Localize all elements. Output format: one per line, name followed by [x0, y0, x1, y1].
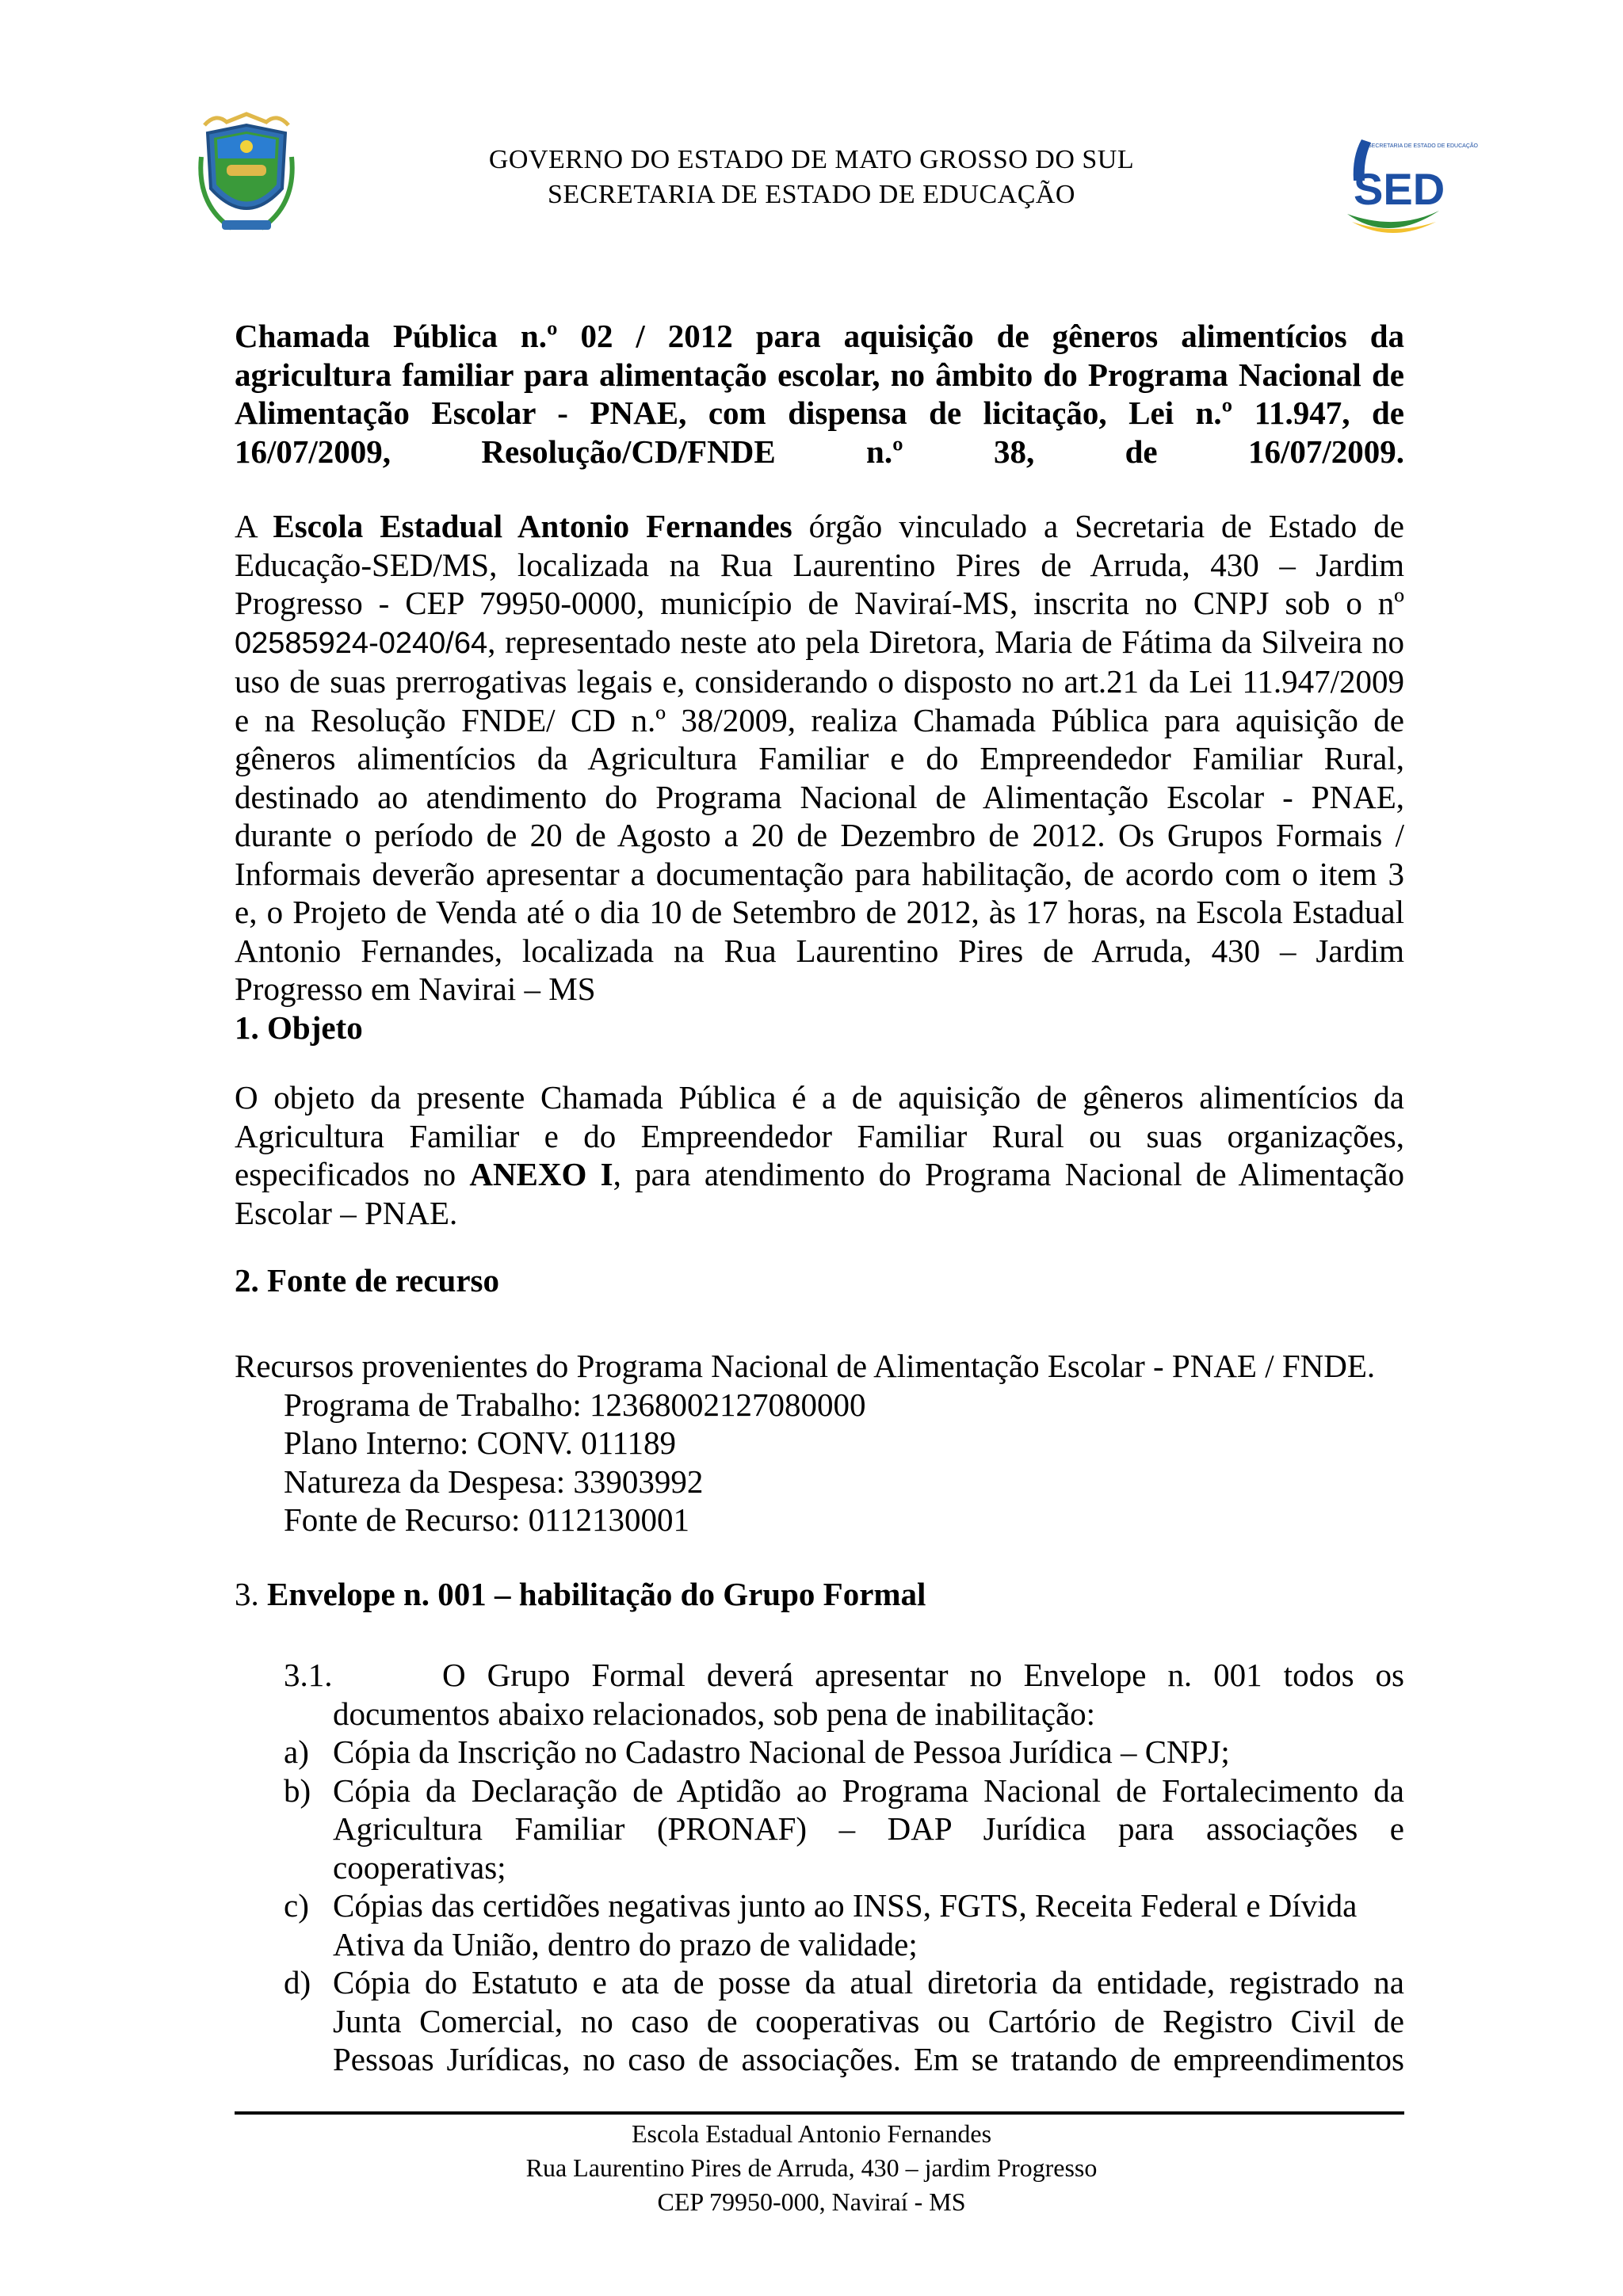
intro-line: Progresso em Navirai – MS — [235, 971, 596, 1007]
footer-postal: CEP 79950-000, Naviraí - MS — [657, 2187, 966, 2216]
section-2-body — [235, 1347, 1404, 1539]
section-3-heading: 3. Envelope n. 001 – habilitação do Grupo Formal — [235, 1576, 926, 1612]
funding-item: Programa de Trabalho: 12368002127080000 — [284, 1386, 866, 1423]
intro-line: Informais deverão apresentar a documentação para habilitação, de acordo com o item 3 — [235, 855, 1404, 892]
letterhead-line-2: SECRETARIA DE ESTADO DE EDUCAÇÃO — [547, 180, 1075, 209]
funding-item: Fonte de Recurso: 0112130001 — [284, 1501, 690, 1538]
sed-logo-small-text: SECRETARIA DE ESTADO DE EDUCAÇÃO — [1368, 143, 1478, 149]
intro-line: Educação-SED/MS, localizada na Rua Laurentino Pires de Arruda, 430 – Jardim — [235, 546, 1404, 583]
intro-line: Antonio Fernandes, localizada na Rua Laurentino Pires de Arruda, 430 – Jardim — [235, 932, 1404, 969]
intro-line: e na Resolução FNDE/ CD n.º 38/2009, realiza Chamada Pública para aquisição de — [235, 701, 1404, 738]
title-line: 16/07/2009, Resolução/CD/FNDE n.º 38, de 16/07/2009. — [235, 433, 1404, 470]
section-1-heading: 1. Objeto — [235, 1009, 363, 1046]
intro-paragraph: A Escola Estadual Antonio Fernandes órgão vinculado a Secretaria de Estado de Educação-SED/MS, localizada na Rua Laurentino Pires de Arruda, 430 – Jardim Progresso - CEP 79950-0000, município de Naviraí-MS, inscrita no CNPJ sob o nº 02585924-0240/64, representado neste ato pela Diretora, Maria de Fátima da Silveira no uso de suas prerrogativas legais e, considerando o disposto no art.21 da Lei 11.947/2009 e na Resolução FNDE/ CD n.º 38/2009, realiza Chamada Pública para aquisição de gêneros alimentícios da Agricultura Familiar e do Empreendedor Familiar Rural, destinado ao atendimento do Programa Nacional de Alimentação Escolar - PNAE, durante o período de 20 de Agosto a 20 de Dezembro de 2012. Os Grupos Formais / Informais deverão apresentar a documentação para habilitação, de acordo com o item 3 e, o Projeto de Venda até o dia 10 de Setembro de 2012, às 17 horas, na Escola Estadual Antonio Fernandes, localizada na Rua Laurentino Pires de Arruda, 430 – Jardim Progresso em Navirai – MS 1. Objeto — [235, 508, 1404, 1046]
section-2-heading: 2. Fonte de recurso — [235, 1262, 500, 1299]
intro-line: uso de suas prerrogativas legais e, considerando o disposto no art.21 da Lei 11.947/2009 — [235, 663, 1404, 700]
section-1-line: O objeto da presente Chamada Pública é a de aquisição de gêneros alimentícios da — [235, 1079, 1404, 1116]
list-item: d) Cópia do Estatuto e ata de posse da atual diretoria da entidade, registrado na Junta Comercial, no caso de cooperativas ou Cartório de Registro Civil de Pessoas Jurídicas, no caso de associações. Em se tratando de empreendimentos — [284, 1964, 1404, 2077]
funding-item: Plano Interno: CONV. 011189 — [284, 1425, 677, 1461]
list-item: a) Cópia da Inscrição no Cadastro Nacional de Pessoa Jurídica – CNPJ; — [284, 1733, 1230, 1770]
footer-divider — [235, 2111, 1404, 2115]
intro-line: e, o Projeto de Venda até o dia 10 de Setembro de 2012, às 17 horas, na Escola Estadual — [235, 894, 1404, 930]
intro-line: Progresso - CEP 79950-0000, município de Naviraí-MS, inscrita no CNPJ sob o nº — [235, 585, 1404, 621]
funding-intro: Recursos provenientes do Programa Nacional de Alimentação Escolar - PNAE / FNDE. — [235, 1348, 1376, 1384]
footer-school-name: Escola Estadual Antonio Fernandes — [631, 2119, 992, 2148]
cnpj-number: 02585924-0240/64 — [235, 626, 488, 660]
intro-line: gêneros alimentícios da Agricultura Familiar e do Empreendedor Familiar Rural, — [235, 740, 1404, 776]
funding-item: Natureza da Despesa: 33903992 — [284, 1463, 704, 1500]
footer — [0, 2117, 1623, 2219]
title-line: agricultura familiar para alimentação escolar, no âmbito do Programa Nacional de — [235, 356, 1404, 393]
title-line: Alimentação Escolar - PNAE, com dispensa de licitação, Lei n.º 11.947, de — [235, 395, 1404, 431]
intro-line: destinado ao atendimento do Programa Nacional de Alimentação Escolar - PNAE, — [235, 778, 1404, 815]
school-name: Escola Estadual Antonio Fernandes — [273, 508, 792, 544]
section-3-body — [235, 1656, 1404, 2079]
section-1-body: O objeto da presente Chamada Pública é a de aquisição de gêneros alimentícios da Agricultura Familiar e do Empreendedor Familiar Rural ou suas organizações, especificados no ANEXO I, para atendimento do Programa Nacional de Alimentação Escolar – PNAE. — [235, 1079, 1404, 1231]
notice-title — [235, 317, 1404, 471]
subsection-number: 3.1. — [284, 1657, 333, 1693]
footer-address: Rua Laurentino Pires de Arruda, 430 – jardim Progresso — [525, 2153, 1098, 2182]
sed-logo-text: SED — [1354, 164, 1445, 214]
letterhead-line-1: GOVERNO DO ESTADO DE MATO GROSSO DO SUL — [488, 145, 1135, 174]
title-line: Chamada Pública n.º 02 / 2012 para aquisição de gêneros alimentícios da — [235, 318, 1404, 354]
list-item: c) Cópias das certidões negativas junto ao INSS, FGTS, Receita Federal e Dívida Ativa da União, dentro do prazo de validade; — [284, 1887, 1358, 1962]
sed-logo — [1341, 125, 1478, 244]
annex-reference: ANEXO I — [469, 1156, 613, 1192]
section-1-line: Escolar – PNAE. — [235, 1194, 458, 1231]
section-1-line: Agricultura Familiar e do Empreendedor Familiar Rural ou suas organizações, — [235, 1117, 1404, 1154]
subsection-3-1: 3.1. O Grupo Formal deverá apresentar no Envelope n. 001 todos os documentos abaixo relacionados, sob pena de inabilitação: — [284, 1657, 1404, 1732]
list-item: b) Cópia da Declaração de Aptidão ao Programa Nacional de Fortalecimento da Agricultura Familiar (PRONAF) – DAP Jurídica para associações e cooperativas; — [284, 1772, 1404, 1886]
intro-line: durante o período de 20 de Agosto a 20 de Dezembro de 2012. Os Grupos Formais / — [235, 817, 1404, 853]
